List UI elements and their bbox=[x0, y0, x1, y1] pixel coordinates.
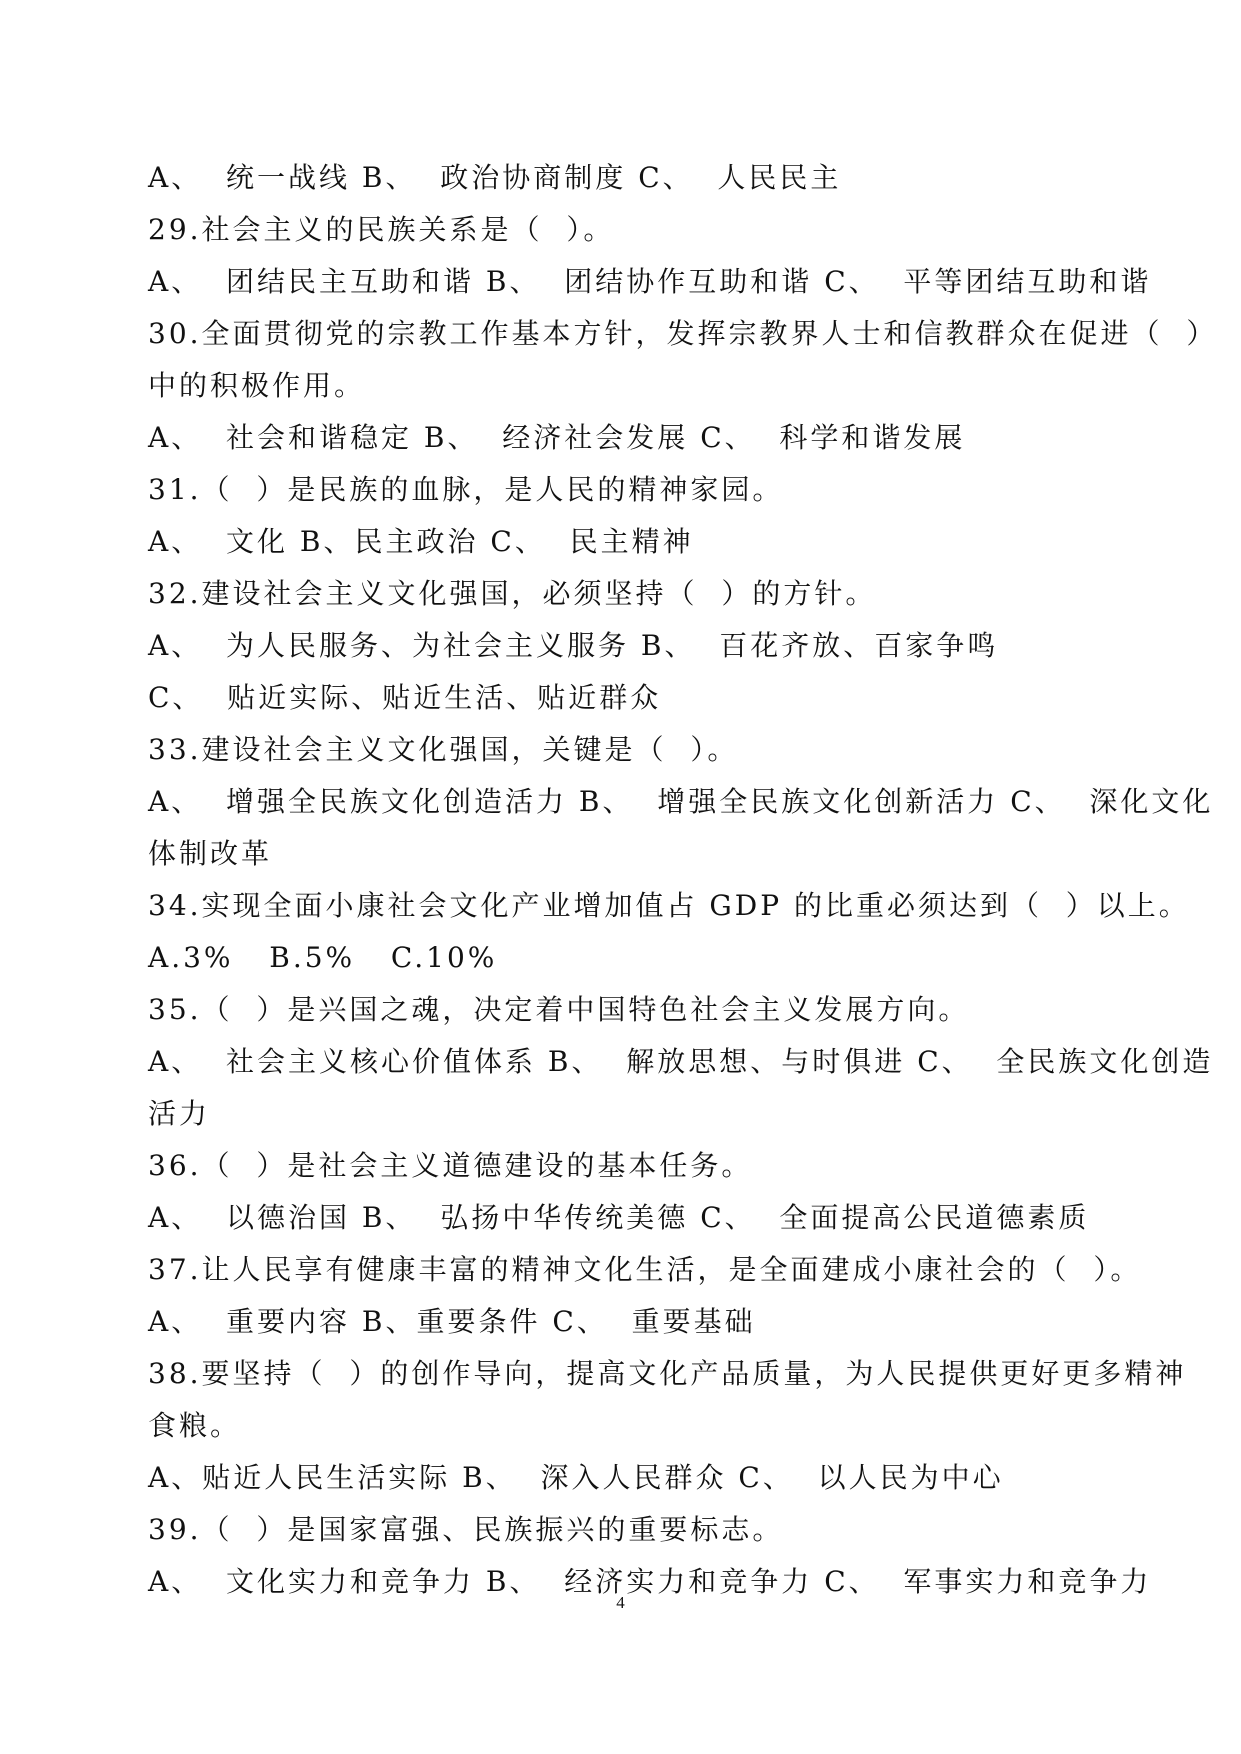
question-35: 35.（ ）是兴国之魂，决定着中国特色社会主义发展方向。 bbox=[148, 993, 970, 1026]
question-32: 32.建设社会主义文化强国，必须坚持（ ）的方针。 bbox=[148, 577, 877, 610]
option-line: A、 重要内容 B、重要条件 C、 重要基础 bbox=[148, 1305, 756, 1338]
option-line: A、 为人民服务、为社会主义服务 B、 百花齐放、百家争鸣 bbox=[148, 629, 999, 662]
question-31: 31.（ ）是民族的血脉，是人民的精神家园。 bbox=[148, 473, 784, 506]
option-line: A、 社会主义核心价值体系 B、 解放思想、与时俱进 C、 全民族文化创造 bbox=[148, 1045, 1214, 1078]
question-30: 30.全面贯彻党的宗教工作基本方针，发挥宗教界人士和信教群众在促进（ ） bbox=[148, 317, 1218, 350]
question-30-continued: 中的积极作用。 bbox=[148, 369, 366, 402]
option-line: A.3% B.5% C.10% bbox=[148, 941, 498, 974]
page-content bbox=[148, 152, 1218, 1608]
question-38-continued: 食粮。 bbox=[148, 1409, 242, 1442]
option-line: A、 增强全民族文化创造活力 B、 增强全民族文化创新活力 C、 深化文化 bbox=[148, 785, 1214, 818]
question-34: 34.实现全面小康社会文化产业增加值占 GDP 的比重必须达到（ ）以上。 bbox=[148, 889, 1190, 922]
question-39: 39.（ ）是国家富强、民族振兴的重要标志。 bbox=[148, 1513, 784, 1546]
option-line-continued: 活力 bbox=[148, 1097, 211, 1130]
option-line: A、 统一战线 B、 政治协商制度 C、 人民民主 bbox=[148, 161, 842, 194]
question-29: 29.社会主义的民族关系是（ ）。 bbox=[148, 213, 615, 246]
question-38: 38.要坚持（ ）的创作导向，提高文化产品质量，为人民提供更好更多精神 bbox=[148, 1357, 1187, 1390]
question-36: 36.（ ）是社会主义道德建设的基本任务。 bbox=[148, 1149, 753, 1182]
question-37: 37.让人民享有健康丰富的精神文化生活，是全面建成小康社会的（ ）。 bbox=[148, 1253, 1142, 1286]
option-line: A、贴近人民生活实际 B、 深入人民群众 C、 以人民为中心 bbox=[148, 1461, 1004, 1494]
option-line: A、 文化实力和竞争力 B、 经济实力和竞争力 C、 军事实力和竞争力 bbox=[148, 1565, 1152, 1598]
option-line: A、 文化 B、民主政治 C、 民主精神 bbox=[148, 525, 694, 558]
option-line: C、 贴近实际、贴近生活、贴近群众 bbox=[148, 681, 662, 714]
page-number: 4 bbox=[616, 1593, 625, 1612]
option-line: A、 社会和谐稳定 B、 经济社会发展 C、 科学和谐发展 bbox=[148, 421, 966, 454]
option-line: A、 以德治国 B、 弘扬中华传统美德 C、 全面提高公民道德素质 bbox=[148, 1201, 1090, 1234]
question-33: 33.建设社会主义文化强国，关键是（ ）。 bbox=[148, 733, 739, 766]
option-line-continued: 体制改革 bbox=[148, 837, 273, 870]
option-line: A、 团结民主互助和谐 B、 团结协作互助和谐 C、 平等团结互助和谐 bbox=[148, 265, 1152, 298]
